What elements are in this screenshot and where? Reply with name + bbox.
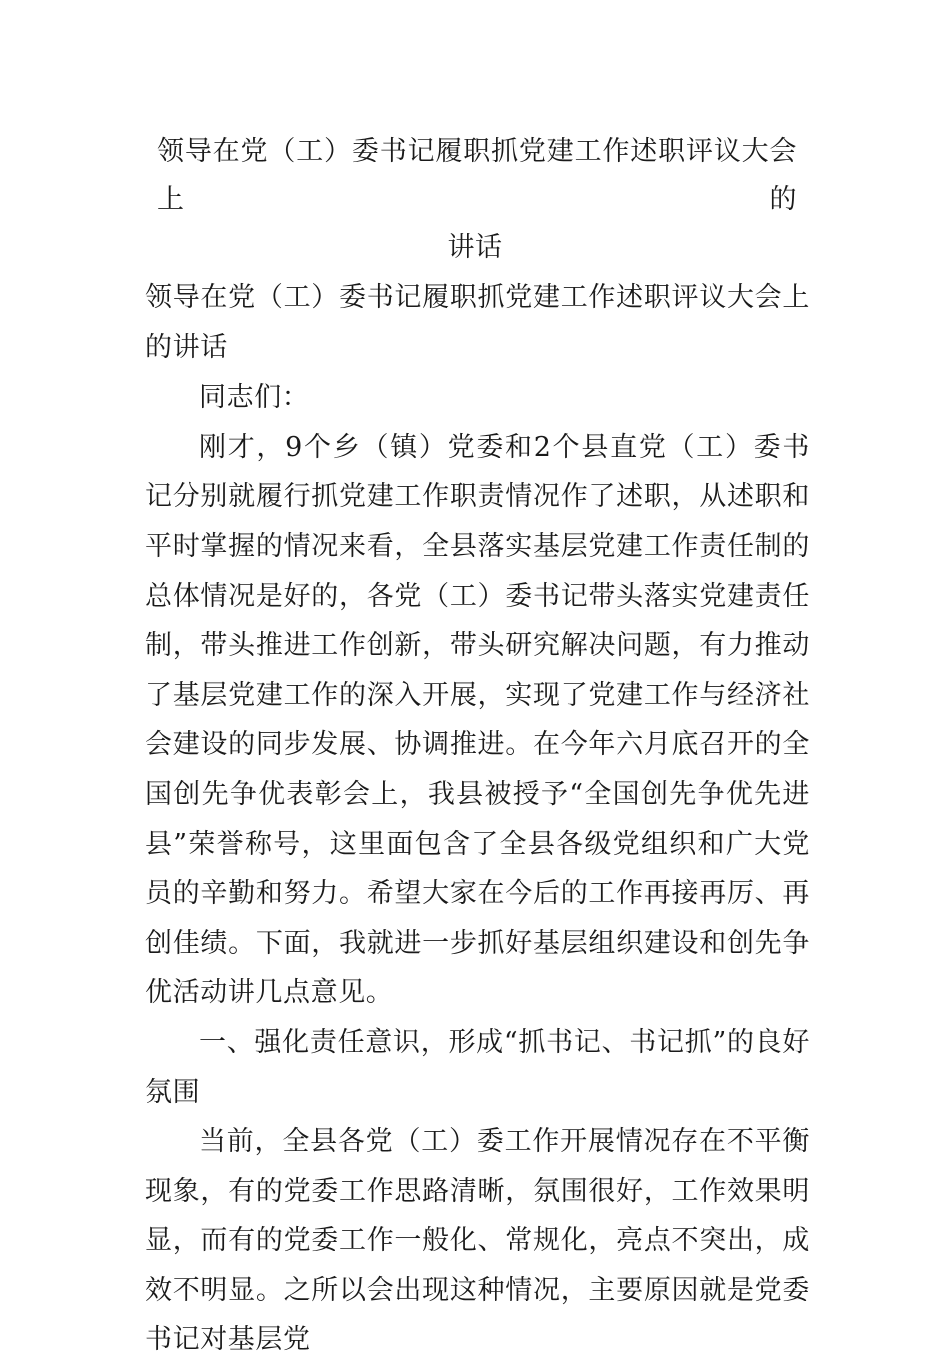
paragraph-2: 当前，全县各党（工）委工作开展情况存在不平衡现象，有的党委工作思路清晰，氛围很好，工作效果明显，而有的党委工作一般化、常规化，亮点不突出，成效不明显。之所以会出现这种情况，主要原因就是党委书记对基层党 bbox=[145, 1126, 810, 1356]
repeated-title: 领导在党（工）委书记履职抓党建工作述职评议大会上的讲话 bbox=[145, 282, 810, 363]
document-page bbox=[145, 128, 810, 1365]
document-title bbox=[145, 128, 810, 272]
title-line-1: 领导在党（工）委书记履职抓党建工作述职评议大会上的 bbox=[157, 136, 797, 215]
title-line-2: 讲话 bbox=[447, 232, 503, 263]
paragraph-1: 刚才，9个乡（镇）党委和2个县直党（工）委书记分别就履行抓党建工作职责情况作了述职，从述职和平时掌握的情况来看，全县落实基层党建工作责任制的总体情况是好的，各党（工）委书记带头落实党建责任制，带头推进工作创新，带头研究解决问题，有力推动了基层党建工作的深入开展，实现了党建工作与经济社会建设的同步发展、协调推进。在今年六月底召开的全国创先争优表彰会上，我县被授予“全国创先争优先进县”荣誉称号，这里面包含了全县各级党组织和广大党员的辛勤和努力。希望大家在今后的工作再接再厉、再创佳绩。下面，我就进一步抓好基层组织建设和创先争优活动讲几点意见。 bbox=[145, 431, 810, 1009]
section-heading-1: 一、强化责任意识，形成“抓书记、书记抓”的良好氛围 bbox=[145, 1026, 810, 1108]
document-body bbox=[145, 273, 810, 1365]
salutation: 同志们： bbox=[199, 382, 310, 414]
